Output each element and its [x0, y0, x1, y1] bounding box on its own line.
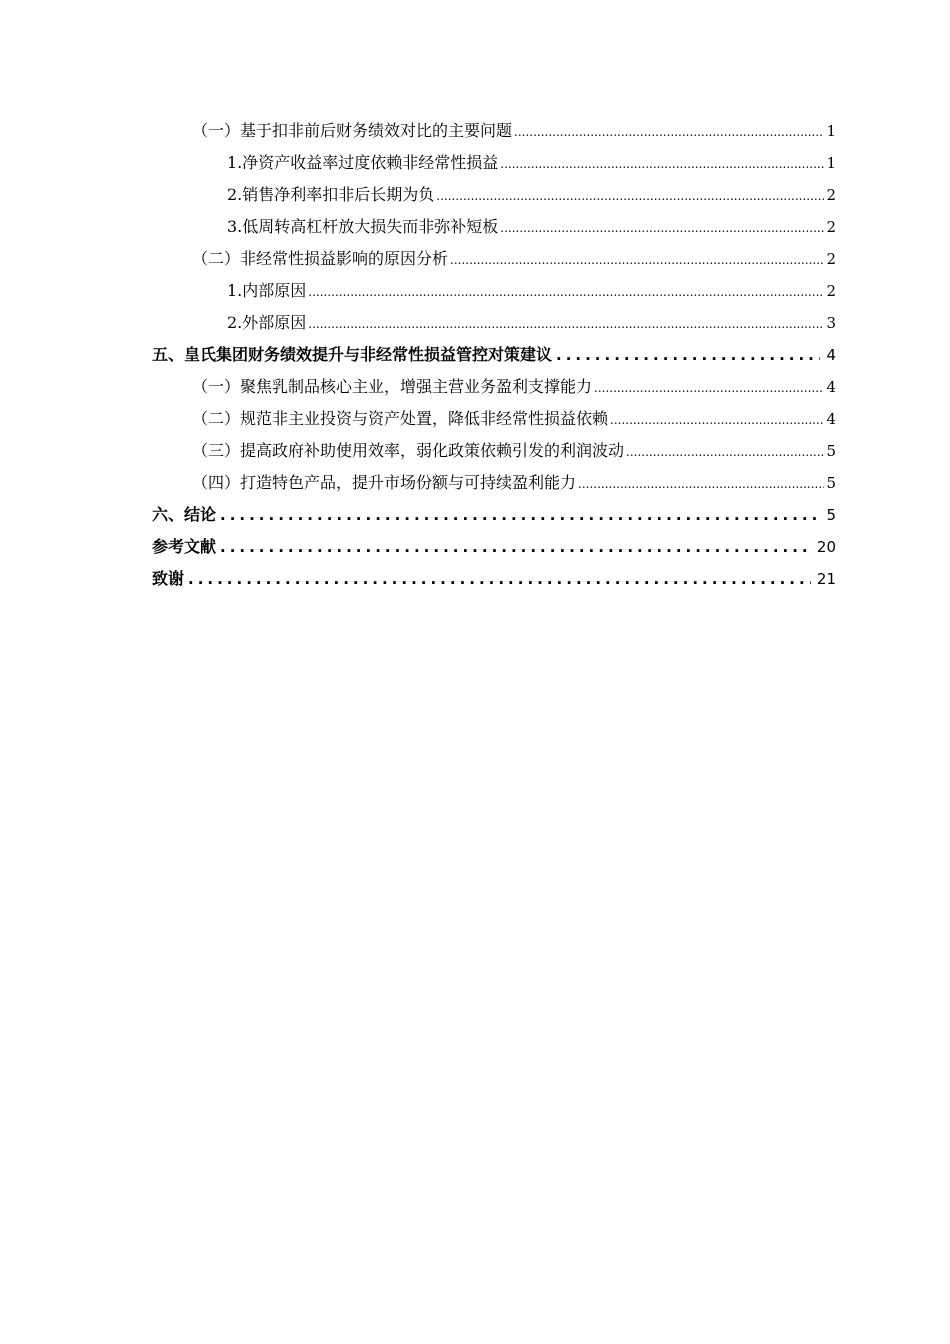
toc-page-number: 5 — [826, 474, 836, 492]
toc-page-number: 2 — [826, 218, 836, 236]
toc-page-number: 4 — [826, 378, 836, 396]
toc-entry-title: 3.低周转高杠杆放大损失而非弥补短板 — [227, 217, 499, 236]
toc-entry[interactable] — [152, 531, 836, 563]
toc-page-number: 2 — [826, 186, 836, 204]
toc-dot-leader — [556, 339, 820, 371]
toc-page-number: 1 — [826, 154, 836, 172]
toc-dot-leader — [308, 276, 824, 308]
table-of-contents — [152, 115, 836, 595]
toc-entry-title: 1.内部原因 — [227, 281, 307, 300]
toc-dot-leader — [578, 468, 824, 500]
toc-entry-title: （四）打造特色产品，提升市场份额与可持续盈利能力 — [192, 473, 577, 492]
toc-entry[interactable] — [152, 371, 836, 403]
toc-dot-leader — [626, 436, 824, 468]
toc-page-number: 20 — [816, 538, 836, 556]
toc-entry-title: 六、结论 — [152, 505, 217, 524]
toc-entry[interactable] — [152, 467, 836, 499]
toc-entry[interactable] — [152, 403, 836, 435]
toc-entry-title: （三）提高政府补助使用效率，弱化政策依赖引发的利润波动 — [192, 441, 625, 460]
toc-entry-title: 1.净资产收益率过度依赖非经常性损益 — [227, 153, 499, 172]
toc-page-number: 21 — [816, 570, 836, 588]
toc-page-number: 2 — [826, 282, 836, 300]
toc-page-number: 4 — [826, 410, 836, 428]
toc-entry-title: （二）非经常性损益影响的原因分析 — [192, 249, 449, 268]
toc-entry-title: 五、皇氏集团财务绩效提升与非经常性损益管控对策建议 — [152, 345, 553, 364]
toc-page-number: 2 — [826, 250, 836, 268]
toc-dot-leader — [500, 148, 824, 180]
toc-entry[interactable] — [152, 275, 836, 307]
toc-entry-title: （一）聚焦乳制品核心主业，增强主营业务盈利支撑能力 — [192, 377, 593, 396]
toc-dot-leader — [220, 531, 811, 563]
toc-entry[interactable] — [152, 115, 836, 147]
toc-entry[interactable] — [152, 243, 836, 275]
toc-dot-leader — [610, 404, 824, 436]
toc-entry[interactable] — [152, 435, 836, 467]
toc-dot-leader — [594, 372, 824, 404]
toc-entry-title: 致谢 — [152, 569, 185, 588]
toc-entry[interactable] — [152, 211, 836, 243]
toc-dot-leader — [308, 308, 824, 340]
toc-page-number: 5 — [826, 442, 836, 460]
toc-page-number: 4 — [826, 346, 836, 364]
toc-dot-leader — [514, 116, 824, 148]
toc-dot-leader — [436, 180, 824, 212]
toc-entry-title: （一）基于扣非前后财务绩效对比的主要问题 — [192, 121, 513, 140]
toc-page-number: 5 — [826, 506, 836, 524]
toc-entry-title: 参考文献 — [152, 537, 217, 556]
toc-entry[interactable] — [152, 147, 836, 179]
toc-entry-title: 2.销售净利率扣非后长期为负 — [227, 185, 435, 204]
toc-entry[interactable] — [152, 499, 836, 531]
toc-dot-leader — [450, 244, 824, 276]
toc-dot-leader — [500, 212, 824, 244]
toc-entry[interactable] — [152, 307, 836, 339]
toc-entry[interactable] — [152, 563, 836, 595]
toc-entry[interactable] — [152, 339, 836, 371]
toc-page-number: 3 — [826, 314, 836, 332]
toc-dot-leader — [220, 499, 820, 531]
toc-page-number: 1 — [826, 122, 836, 140]
toc-dot-leader — [188, 563, 811, 595]
toc-entry-title: 2.外部原因 — [227, 313, 307, 332]
toc-entry[interactable] — [152, 179, 836, 211]
toc-entry-title: （二）规范非主业投资与资产处置，降低非经常性损益依赖 — [192, 409, 609, 428]
